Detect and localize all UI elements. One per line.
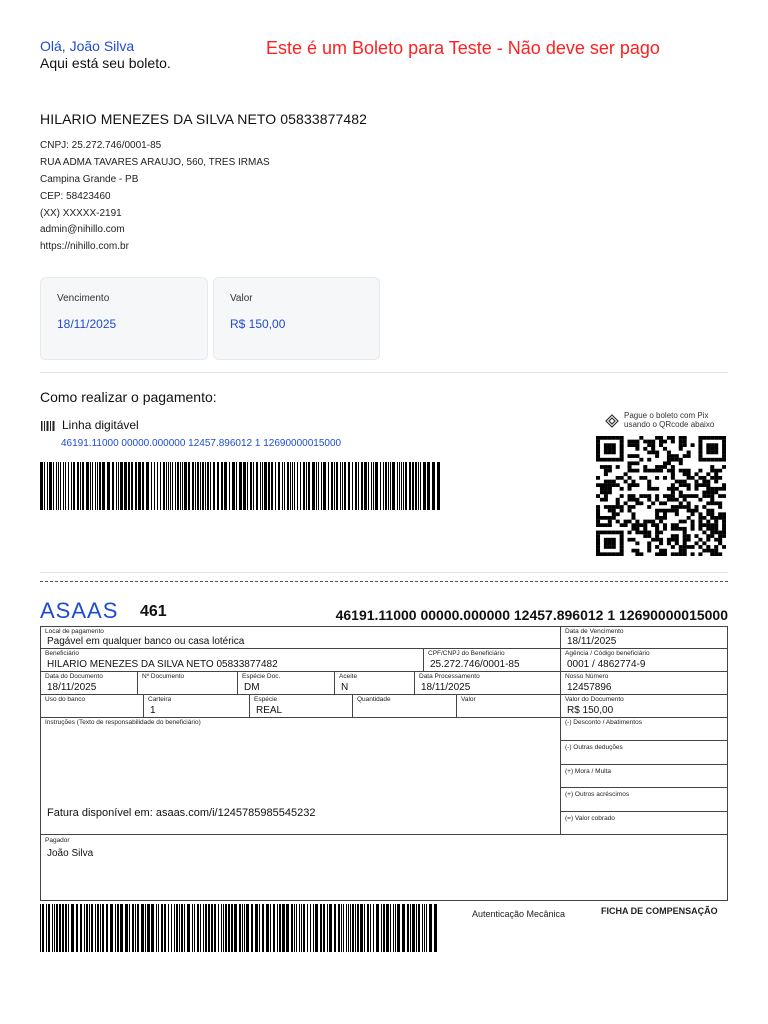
- aceite-cell: [335, 672, 415, 695]
- asaas-logo: [40, 596, 126, 622]
- nosso-numero-label: Nosso Número: [565, 673, 609, 680]
- beneficiario-label: Beneficiário: [45, 650, 79, 657]
- valor-cobrado-label: (=) Valor cobrado: [565, 815, 615, 822]
- especie-doc-cell: [238, 672, 335, 695]
- payment-title: Como realizar o pagamento:: [40, 389, 217, 405]
- especie-doc-label: Espécie Doc.: [242, 673, 281, 680]
- pagador-value: João Silva: [47, 848, 94, 859]
- asaas-logo-text: ASAAS: [40, 598, 119, 622]
- pagador-cell: [41, 835, 728, 900]
- valor-cell: [457, 695, 561, 718]
- uso-banco-label: Uso do banco: [45, 696, 86, 703]
- cpf-cell: [424, 649, 561, 672]
- cut-line: [40, 581, 728, 582]
- aceite-value: N: [341, 682, 349, 693]
- slip-digitable-line: 46191.11000 00000.000000 12457.896012 1 12690000015000: [335, 607, 728, 623]
- payment-slip: [40, 626, 728, 901]
- autenticacao-mecanica: Autenticação Mecânica: [472, 909, 566, 919]
- uso-banco-cell: [41, 695, 144, 718]
- ficha-compensacao: FICHA DE COMPENSAÇÃO: [601, 906, 718, 916]
- linha-digitavel-code[interactable]: 46191.11000 00000.000000 12457.896012 1 12690000015000: [61, 438, 342, 449]
- especie-value: REAL: [256, 705, 283, 716]
- cpf-label: CPF/CNPJ do Beneficiário: [428, 650, 505, 657]
- desconto-cell: [561, 718, 728, 741]
- greeting-subtitle: Aqui está seu boleto.: [40, 55, 171, 71]
- amount-label: Valor: [230, 293, 253, 304]
- desconto-label: (-) Desconto / Abatimentos: [565, 719, 642, 726]
- beneficiary-name: HILARIO MENEZES DA SILVA NETO 05833877482: [40, 111, 368, 127]
- pix-instructions: Pague o boleto com Pix usando o QRcode abaixo: [624, 411, 715, 429]
- qr-code: [596, 436, 726, 556]
- carteira-cell: [144, 695, 250, 718]
- section-divider: [40, 372, 728, 373]
- due-date-card: [40, 277, 208, 360]
- valor-documento-value: R$ 150,00: [567, 705, 614, 716]
- valor-documento-cell: [561, 695, 728, 718]
- linha-digitavel-label: Linha digitável: [62, 418, 139, 432]
- local-pagamento-label: Local de pagamento: [45, 628, 104, 635]
- aceite-label: Aceite: [339, 673, 358, 680]
- data-documento-label: Data do Documento: [45, 673, 103, 680]
- beneficiary-address: RUA ADMA TAVARES ARAUJO, 560, TRES IRMAS: [40, 157, 270, 168]
- deducoes-label: (-) Outras deduções: [565, 744, 623, 751]
- local-pagamento-cell: [41, 627, 561, 649]
- data-documento-value: 18/11/2025: [47, 682, 97, 693]
- data-documento-cell: [41, 672, 138, 695]
- local-pagamento-value: Pagável em qualquer banco ou casa lotérica: [47, 636, 245, 647]
- nosso-numero-cell: [561, 672, 728, 695]
- deducoes-cell: [561, 741, 728, 765]
- due-date-value: 18/11/2025: [57, 317, 117, 331]
- vencimento-value: 18/11/2025: [567, 636, 617, 647]
- beneficiario-cell: [41, 649, 424, 672]
- data-processamento-cell: [415, 672, 561, 695]
- bank-code: 461: [140, 603, 167, 620]
- especie-cell: [250, 695, 353, 718]
- acrescimos-label: (+) Outros acréscimos: [565, 791, 630, 798]
- pix-icon: [605, 414, 619, 428]
- amount-card: [213, 277, 380, 360]
- data-processamento-label: Data Processamento: [419, 673, 480, 680]
- beneficiary-cep: CEP: 58423460: [40, 191, 111, 202]
- vencimento-cell: [561, 627, 728, 649]
- invoice-link-text[interactable]: Fatura disponível em: asaas.com/i/1245785985545232: [47, 807, 316, 819]
- agencia-value: 0001 / 4862774-9: [567, 659, 646, 670]
- beneficiary-cnpj: CNPJ: 25.272.746/0001-85: [40, 140, 162, 151]
- agencia-label: Agência / Código beneficiário: [565, 650, 650, 657]
- beneficiary-website: https://nihillo.com.br: [40, 241, 129, 252]
- valor-cobrado-cell: [561, 812, 728, 835]
- barcode-top: [40, 462, 440, 510]
- numero-documento-label: Nº Documento: [142, 673, 185, 680]
- quantidade-cell: [353, 695, 457, 718]
- amount-value: R$ 150,00: [230, 317, 286, 331]
- data-processamento-value: 18/11/2025: [421, 682, 471, 693]
- section-divider-2: [40, 572, 728, 573]
- beneficiario-value: HILARIO MENEZES DA SILVA NETO 05833877482: [47, 659, 278, 670]
- carteira-label: Carteira: [148, 696, 172, 703]
- especie-doc-value: DM: [244, 682, 260, 693]
- pagador-label: Pagador: [45, 837, 70, 844]
- numero-documento-cell: [138, 672, 238, 695]
- cpf-value: 25.272.746/0001-85: [430, 659, 520, 670]
- especie-label: Espécie: [254, 696, 278, 703]
- nosso-numero-value: 12457896: [567, 682, 612, 693]
- agencia-cell: [561, 649, 728, 672]
- beneficiary-city: Campina Grande - PB: [40, 174, 139, 185]
- barcode-icon: [41, 421, 55, 431]
- quantidade-label: Quantidade: [357, 696, 391, 703]
- valor-label: Valor: [461, 696, 476, 703]
- barcode-bottom: [40, 904, 440, 952]
- acrescimos-cell: [561, 788, 728, 812]
- greeting: Olá, João Silva: [40, 38, 135, 54]
- beneficiary-email: admin@nihillo.com: [40, 224, 125, 235]
- carteira-value: 1: [150, 705, 156, 716]
- vencimento-label: Data de Vencimento: [565, 628, 624, 635]
- instrucoes-label: Instruções (Texto de responsabilidade do beneficiário): [45, 719, 201, 726]
- test-warning: Este é um Boleto para Teste - Não deve ser pago: [266, 38, 660, 58]
- due-date-label: Vencimento: [57, 293, 110, 304]
- mora-label: (+) Mora / Multa: [565, 768, 612, 775]
- valor-documento-label: Valor do Documento: [565, 696, 624, 703]
- mora-cell: [561, 765, 728, 788]
- instrucoes-cell: [41, 718, 561, 835]
- beneficiary-phone: (XX) XXXXX-2191: [40, 208, 122, 219]
